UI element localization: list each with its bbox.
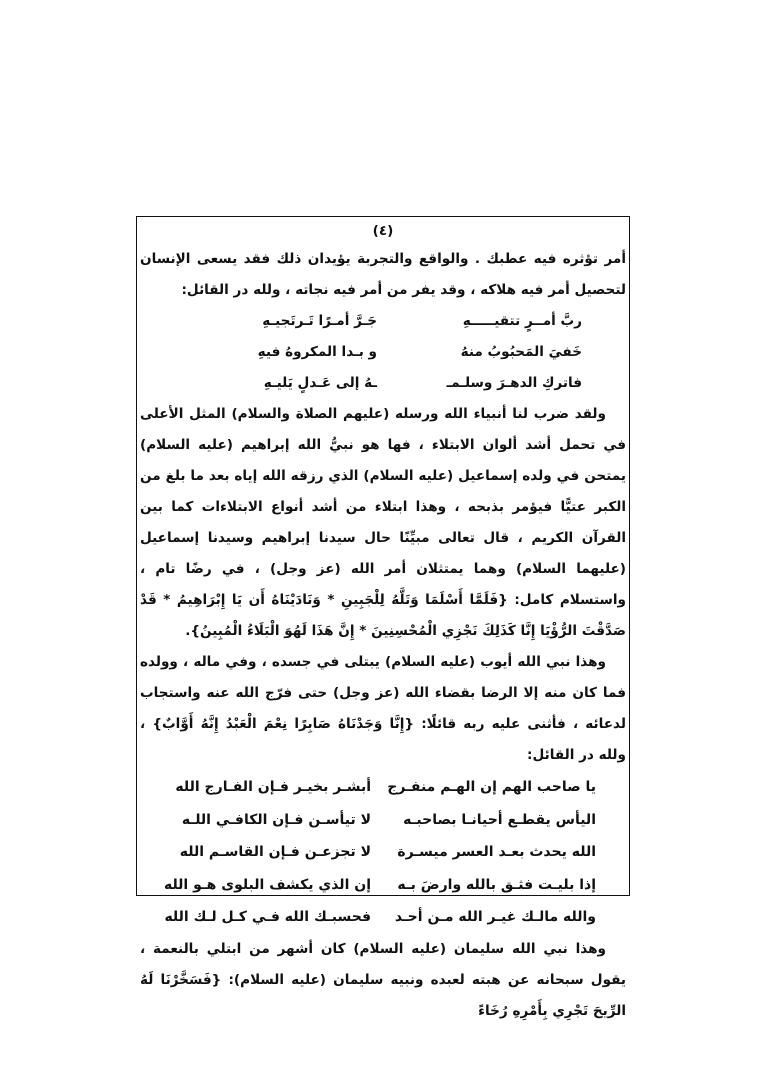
verse-first-hemistich: اليأس يقطـع أحيانـا بصاحبـه [403,811,596,828]
verse-second-hemistich: جَـرَّ أمـرًا تَـرتَجيـهِ [262,313,377,329]
poem-2-verse-2 [140,804,626,837]
verse-first-hemistich: خَفيَ المَحبُوبُ منهُ [460,344,582,360]
verse-second-hemistich: إن الذي يكشف البلوى هـو الله [163,876,371,893]
poem-1-verse-2 [140,337,626,368]
paragraph-3: وهذا نبي الله أيوب (عليه السلام) يبتلى في جسده ، وفي ماله ، وولده فما كان منه إلا الرضا بقضاء الله (عز وجل) حتى فرّج الله عنه واستجاب لدعائه ، فأثنى عليه ربه قائلًا: {إِنَّا وَجَدْنَاهُ صَابِرًا نِعْمَ الْعَبْدُ إِنَّهُ أَوَّابٌ} ، ولله در القائل: [140,654,626,763]
verse-second-hemistich: أبشـر بخيـر فـإن الفـارج الله [175,779,371,795]
page-content [140,218,626,1027]
paragraph-1: أمر تؤثره فيه عطبك . والواقع والتجربة يؤيدان ذلك فقد يسعى الإنسان لتحصيل أمر فيه هلاكه ، وقد يفر من أمر فيه نجاته ، ولله در القائل: [140,251,626,298]
verse-first-hemistich: والله مالـك غيـر الله مـن أحـد [394,909,596,925]
poem-2-verse-3 [140,836,626,869]
page-number: (٤) [372,223,394,239]
verse-first-hemistich: الله يحدث بعـد العسر ميسـرة [397,844,596,860]
poem-1-verse-3 [140,368,626,399]
verse-second-hemistich: فحسبـك الله فـي كـل لـك الله [164,909,371,925]
verse-first-hemistich: إذا بليـت فثـق بالله وارضَ بـه [397,876,596,893]
verse-first-hemistich: ربَّ أمــرٍ تتقيـــــهِ [462,313,582,329]
paragraph-2: ولقد ضرب لنا أنبياء الله ورسله (عليهم الصلاة والسلام) المثل الأعلى في تحمل أشد ألوان الابتلاء ، فها هو نبيُّ الله إبراهيم (عليه السلام) يمتحن في ولده إسماعيل (عليه السلام) الذي رزقه الله إياه بعد ما بلغ من الكبر عتيًّا فيؤمر بذبحه ، وهذا ابتلاء من أشد أنواع الابتلاءات كما بين القرآن الكريم ، قال تعالى مبيِّنًا حال سيدنا إبراهيم وسيدنا إسماعيل (عليهما السلام) وهما يمتثلان أمر الله (عز وجل) ، في رضًا تام ، واستسلام كامل: {فَلَمَّا أَسْلَمَا وَتَلَّهُ لِلْجَبِينِ * وَنَادَيْنَاهُ أَن يَا إِبْرَاهِيمُ * قَدْ صَدَّقْتَ الرُّؤْيَا إِنَّا كَذَلِكَ نَجْزِي الْمُحْسِنِينَ * إِنَّ هَذَا لَهُوَ الْبَلَاءُ الْمُبِينُ}. [140,406,626,639]
poem-1 [140,306,626,399]
poem-1-verse-1 [140,306,626,337]
poem-2-verse-1 [140,771,626,804]
poem-2-verse-4 [140,869,626,902]
verse-first-hemistich: فاتركِ الدهـرَ وسلـمـ [446,375,582,391]
verse-first-hemistich: يا صاحب الهم إن الهـم منفـرج [387,779,596,795]
verse-second-hemistich: و بـدا المكروهُ فيهِ [257,344,377,360]
verse-second-hemistich: ـهُ إلى عَـدلٍ يَليـهِ [263,375,377,391]
verse-second-hemistich: لا تيأسـن فـإن الكافـي اللـه [181,811,371,828]
verse-second-hemistich: لا تجزعـن فـإن القاسـم الله [179,844,371,860]
poem-2-verse-5 [140,901,626,934]
paragraph-4: وهذا نبي الله سليمان (عليه السلام) كان أشهر من ابتلي بالنعمة ، يقول سبحانه عن هبته لعبده ونبيه سليمان (عليه السلام): {فَسَخَّرْنَا لَهُ الرِّيحَ تَجْرِي بِأَمْرِهِ رُخَاءً [140,940,626,1019]
poem-2 [140,771,626,934]
